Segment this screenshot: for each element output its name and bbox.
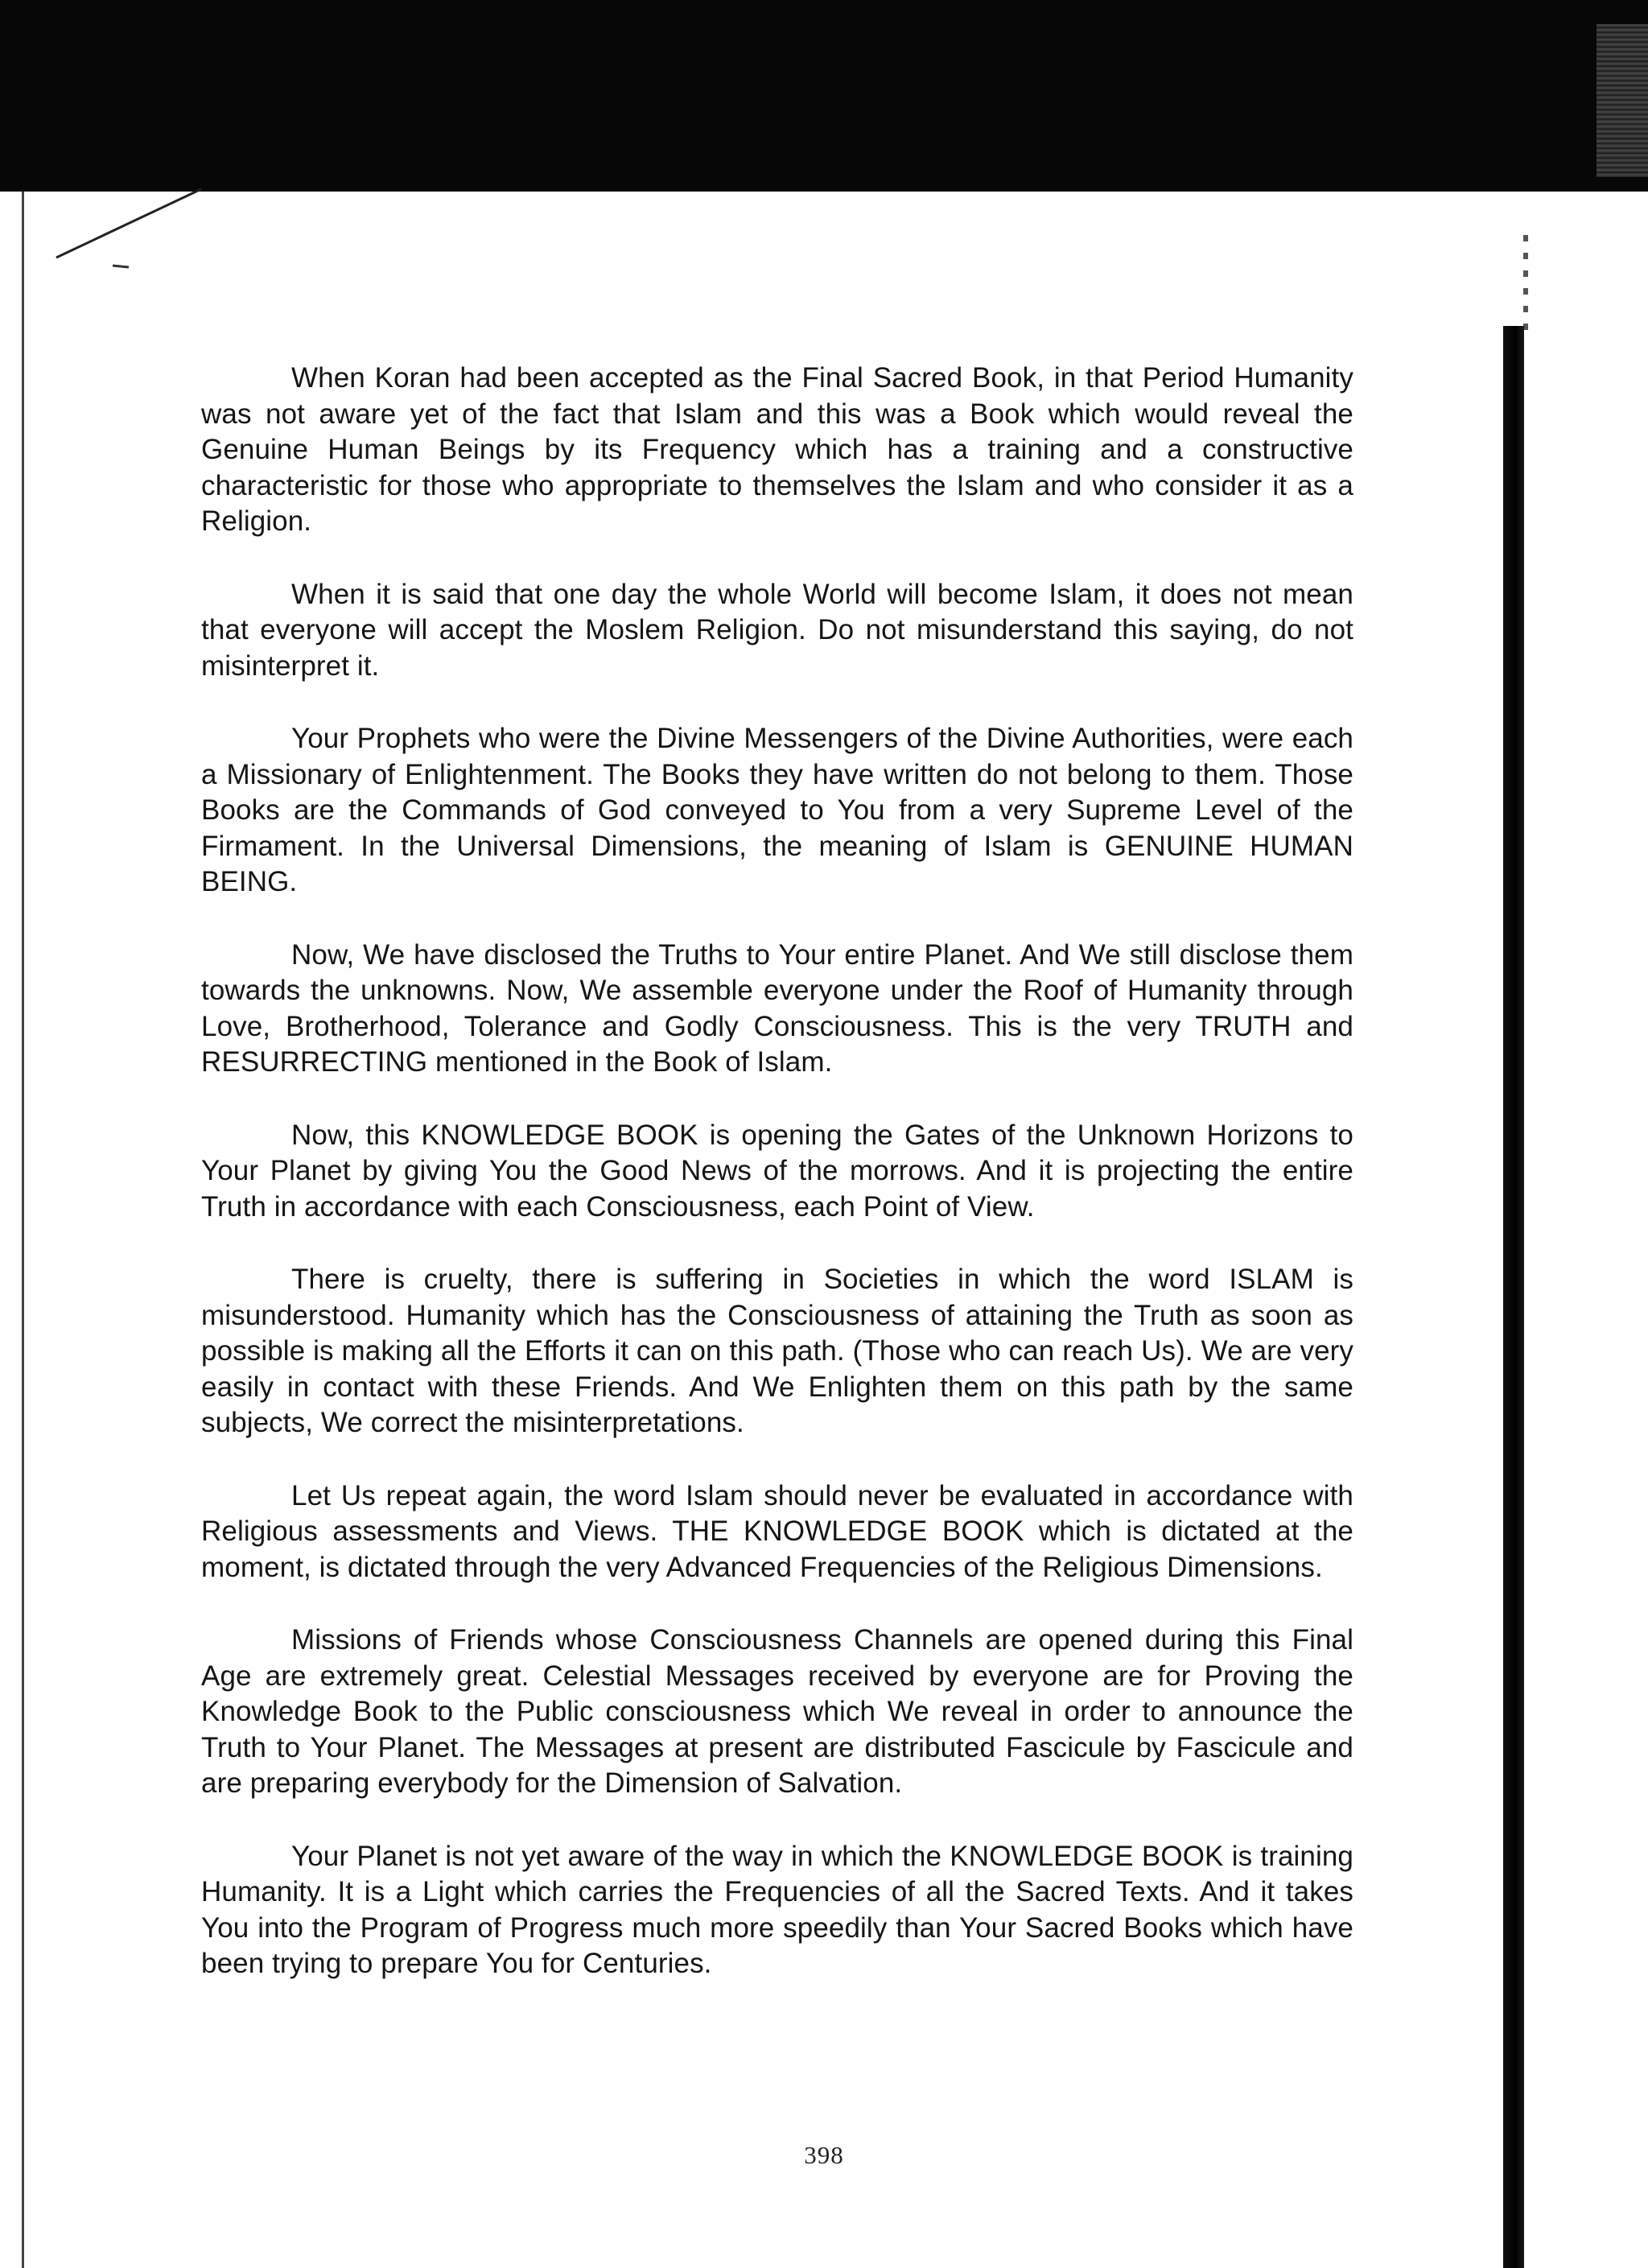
paragraph: Now, We have disclosed the Truths to Your entire Planet. And We still disclose them towards the unknowns. Now, We assemble everyone under the Roof of Humanity through Love, Brotherhood, Tolerance and Godly Consciousness. This is the very TRUTH and RESURRECTING mentioned in the Book of Islam. bbox=[201, 938, 1353, 1078]
paragraph: Now, this KNOWLEDGE BOOK is opening the Gates of the Unknown Horizons to Your Planet by giving You the Good News of the morrows. And it is projecting the entire Truth in accordance with each Consciousness, each Point of View. bbox=[201, 1119, 1353, 1223]
paragraph: Your Prophets who were the Divine Messengers of the Divine Authorities, were each a Missionary of Enlightenment. The Books they have written do not belong to them. Those Books are the Commands of God conveyed to You from a very Supreme Level of the Firmament. In the Universal Dimensions, the meaning of Islam is GENUINE HUMAN BEING. bbox=[201, 723, 1353, 897]
page-number: 398 bbox=[804, 2141, 844, 2169]
paragraph: When it is said that one day the whole World will become Islam, it does not mean that everyone will accept the Moslem Religion. Do not misunderstand this saying, do not misinterpret it. bbox=[201, 578, 1353, 682]
scan-right-border bbox=[1503, 326, 1524, 2268]
paragraph: There is cruelty, there is suffering in Societies in which the word ISLAM is misunderstood. Humanity which has the Consciousness of attaining the Truth as soon as possible is making all the Efforts it can on this path. (Those who can reach Us). We are very easily in contact with these Friends. And We Enlighten them on this path by the same subjects, We correct the misinterpretations. bbox=[201, 1264, 1353, 1438]
scan-folded-corner bbox=[0, 185, 209, 282]
paragraph: Let Us repeat again, the word Islam should never be evaluated in accordance with Religious assessments and Views. THE KNOWLEDGE BOOK which is dictated at the moment, is dictated through the very Advanced Frequencies of the Religious Dimensions. bbox=[201, 1479, 1353, 1583]
scan-top-border bbox=[0, 0, 1648, 192]
scan-left-border bbox=[0, 192, 24, 2268]
scan-specks bbox=[1523, 233, 1528, 330]
paragraph: Your Planet is not yet aware of the way in which the KNOWLEDGE BOOK is training Humanity. It is a Light which carries the Frequencies of all the Sacred Texts. And it takes You into the Program of Progress much more speedily than Your Sacred Books which have been trying to prepare You for Centuries. bbox=[201, 1840, 1353, 1979]
page-body bbox=[201, 361, 1353, 2019]
paragraph: Missions of Friends whose Consciousness Channels are opened during this Final Age are extremely great. Celestial Messages received by everyone are for Proving the Knowledge Book to the Public consciousness which We reveal in order to announce the Truth to Your Planet. The Messages at present are distributed Fascicule by Fascicule and are preparing everybody for the Dimension of Salvation. bbox=[201, 1624, 1353, 1799]
paragraph: When Koran had been accepted as the Final Sacred Book, in that Period Humanity was not aware yet of the fact that Islam and this was a Book which would reveal the Genuine Human Beings by its Frequency which has a training and a constructive characteristic for those who appropriate to themselves the Islam and who consider it as a Religion. bbox=[201, 362, 1353, 537]
scan-noise bbox=[1596, 24, 1648, 177]
